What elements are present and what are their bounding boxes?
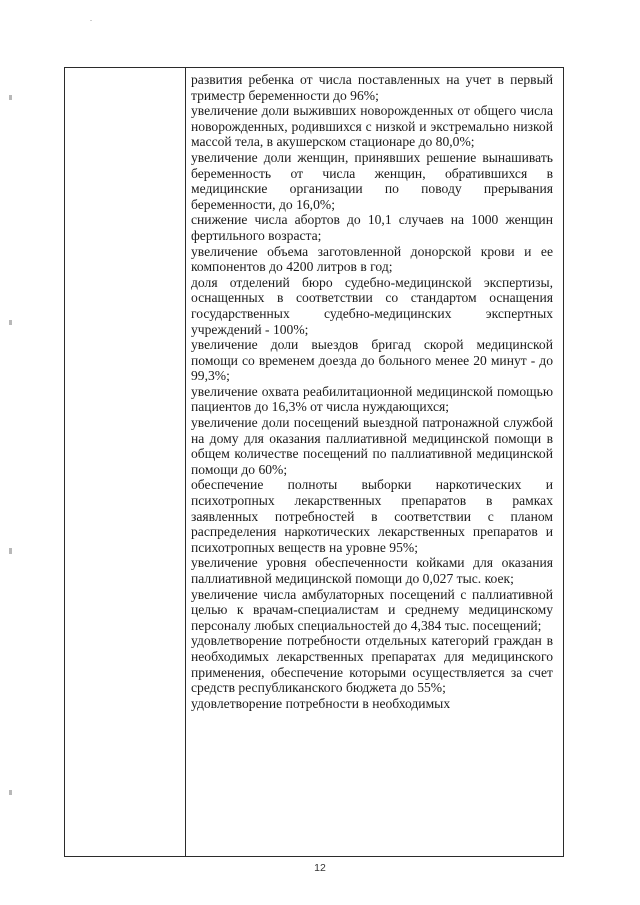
table-column-divider	[185, 68, 186, 856]
scan-artifact	[9, 320, 12, 325]
list-item: удовлетворение потребности отдельных категорий граждан в необходимых лекарственных препаратах для медицинского применения, обеспечение которыми осуществляется за счет средств республиканского бюджета до 55%;	[191, 633, 553, 696]
list-item: удовлетворение потребности в необходимых	[191, 695, 451, 711]
list-item: увеличение доли женщин, принявших решение вынашивать беременность от числа женщин, обратившихся в медицинские организации по поводу прерывания беременности, до 16,0%;	[191, 149, 553, 212]
list-item: доля отделений бюро судебно-медицинской экспертизы, оснащенных в соответствии со стандартом оснащения государственных судебно-медицинских экспертных учреждений - 100%;	[191, 274, 553, 337]
list-item: увеличение уровня обеспеченности койками для оказания паллиативной медицинской помощи до 0,027 тыс. коек;	[191, 555, 553, 586]
scan-artifact	[9, 95, 12, 100]
list-item: увеличение охвата реабилитационной медицинской помощью пациентов до 16,3% от числа нуждающихся;	[191, 383, 553, 415]
page-number: 12	[314, 862, 326, 874]
list-item: увеличение доли посещений выездной патронажной службой на дому для оказания паллиативной медицинской помощи в общем количестве посещений по паллиативной медицинской помощи до 60%;	[191, 415, 553, 477]
table-text-cell	[191, 72, 553, 711]
list-item: увеличение числа амбулаторных посещений с паллиативной целью к врачам-специалистам и среднему медицинскому персоналу любых специальностей до 4,384 тыс. посещений;	[191, 586, 553, 633]
scan-artifact	[90, 20, 92, 21]
list-item: увеличение объема заготовленной донорской крови и ее компонентов до 4200 литров в год;	[191, 243, 553, 275]
scan-artifact	[9, 790, 12, 795]
scan-artifact	[9, 548, 12, 554]
list-item: увеличение доли выживших новорожденных от общего числа новорожденных, родившихся с низкой и экстремально низкой массой тела, в акушерском стационаре до 80,0%;	[191, 103, 553, 150]
table-left-cell	[65, 68, 185, 856]
document-table	[64, 67, 564, 857]
list-item: развития ребенка от числа поставленных на учет в первый триместр беременности до 96%;	[191, 72, 553, 103]
list-item: снижение числа абортов до 10,1 случаев на 1000 женщин фертильного возраста;	[191, 212, 553, 243]
list-item: обеспечение полноты выборки наркотических и психотропных лекарственных препаратов в рамках заявленных потребностей в соответствии с планом распределения наркотических лекарственных препаратов и психотропных веществ на уровне 95%;	[191, 477, 553, 555]
list-item: увеличение доли выездов бригад скорой медицинской помощи со временем доезда до больного менее 20 минут - до 99,3%;	[191, 337, 553, 384]
